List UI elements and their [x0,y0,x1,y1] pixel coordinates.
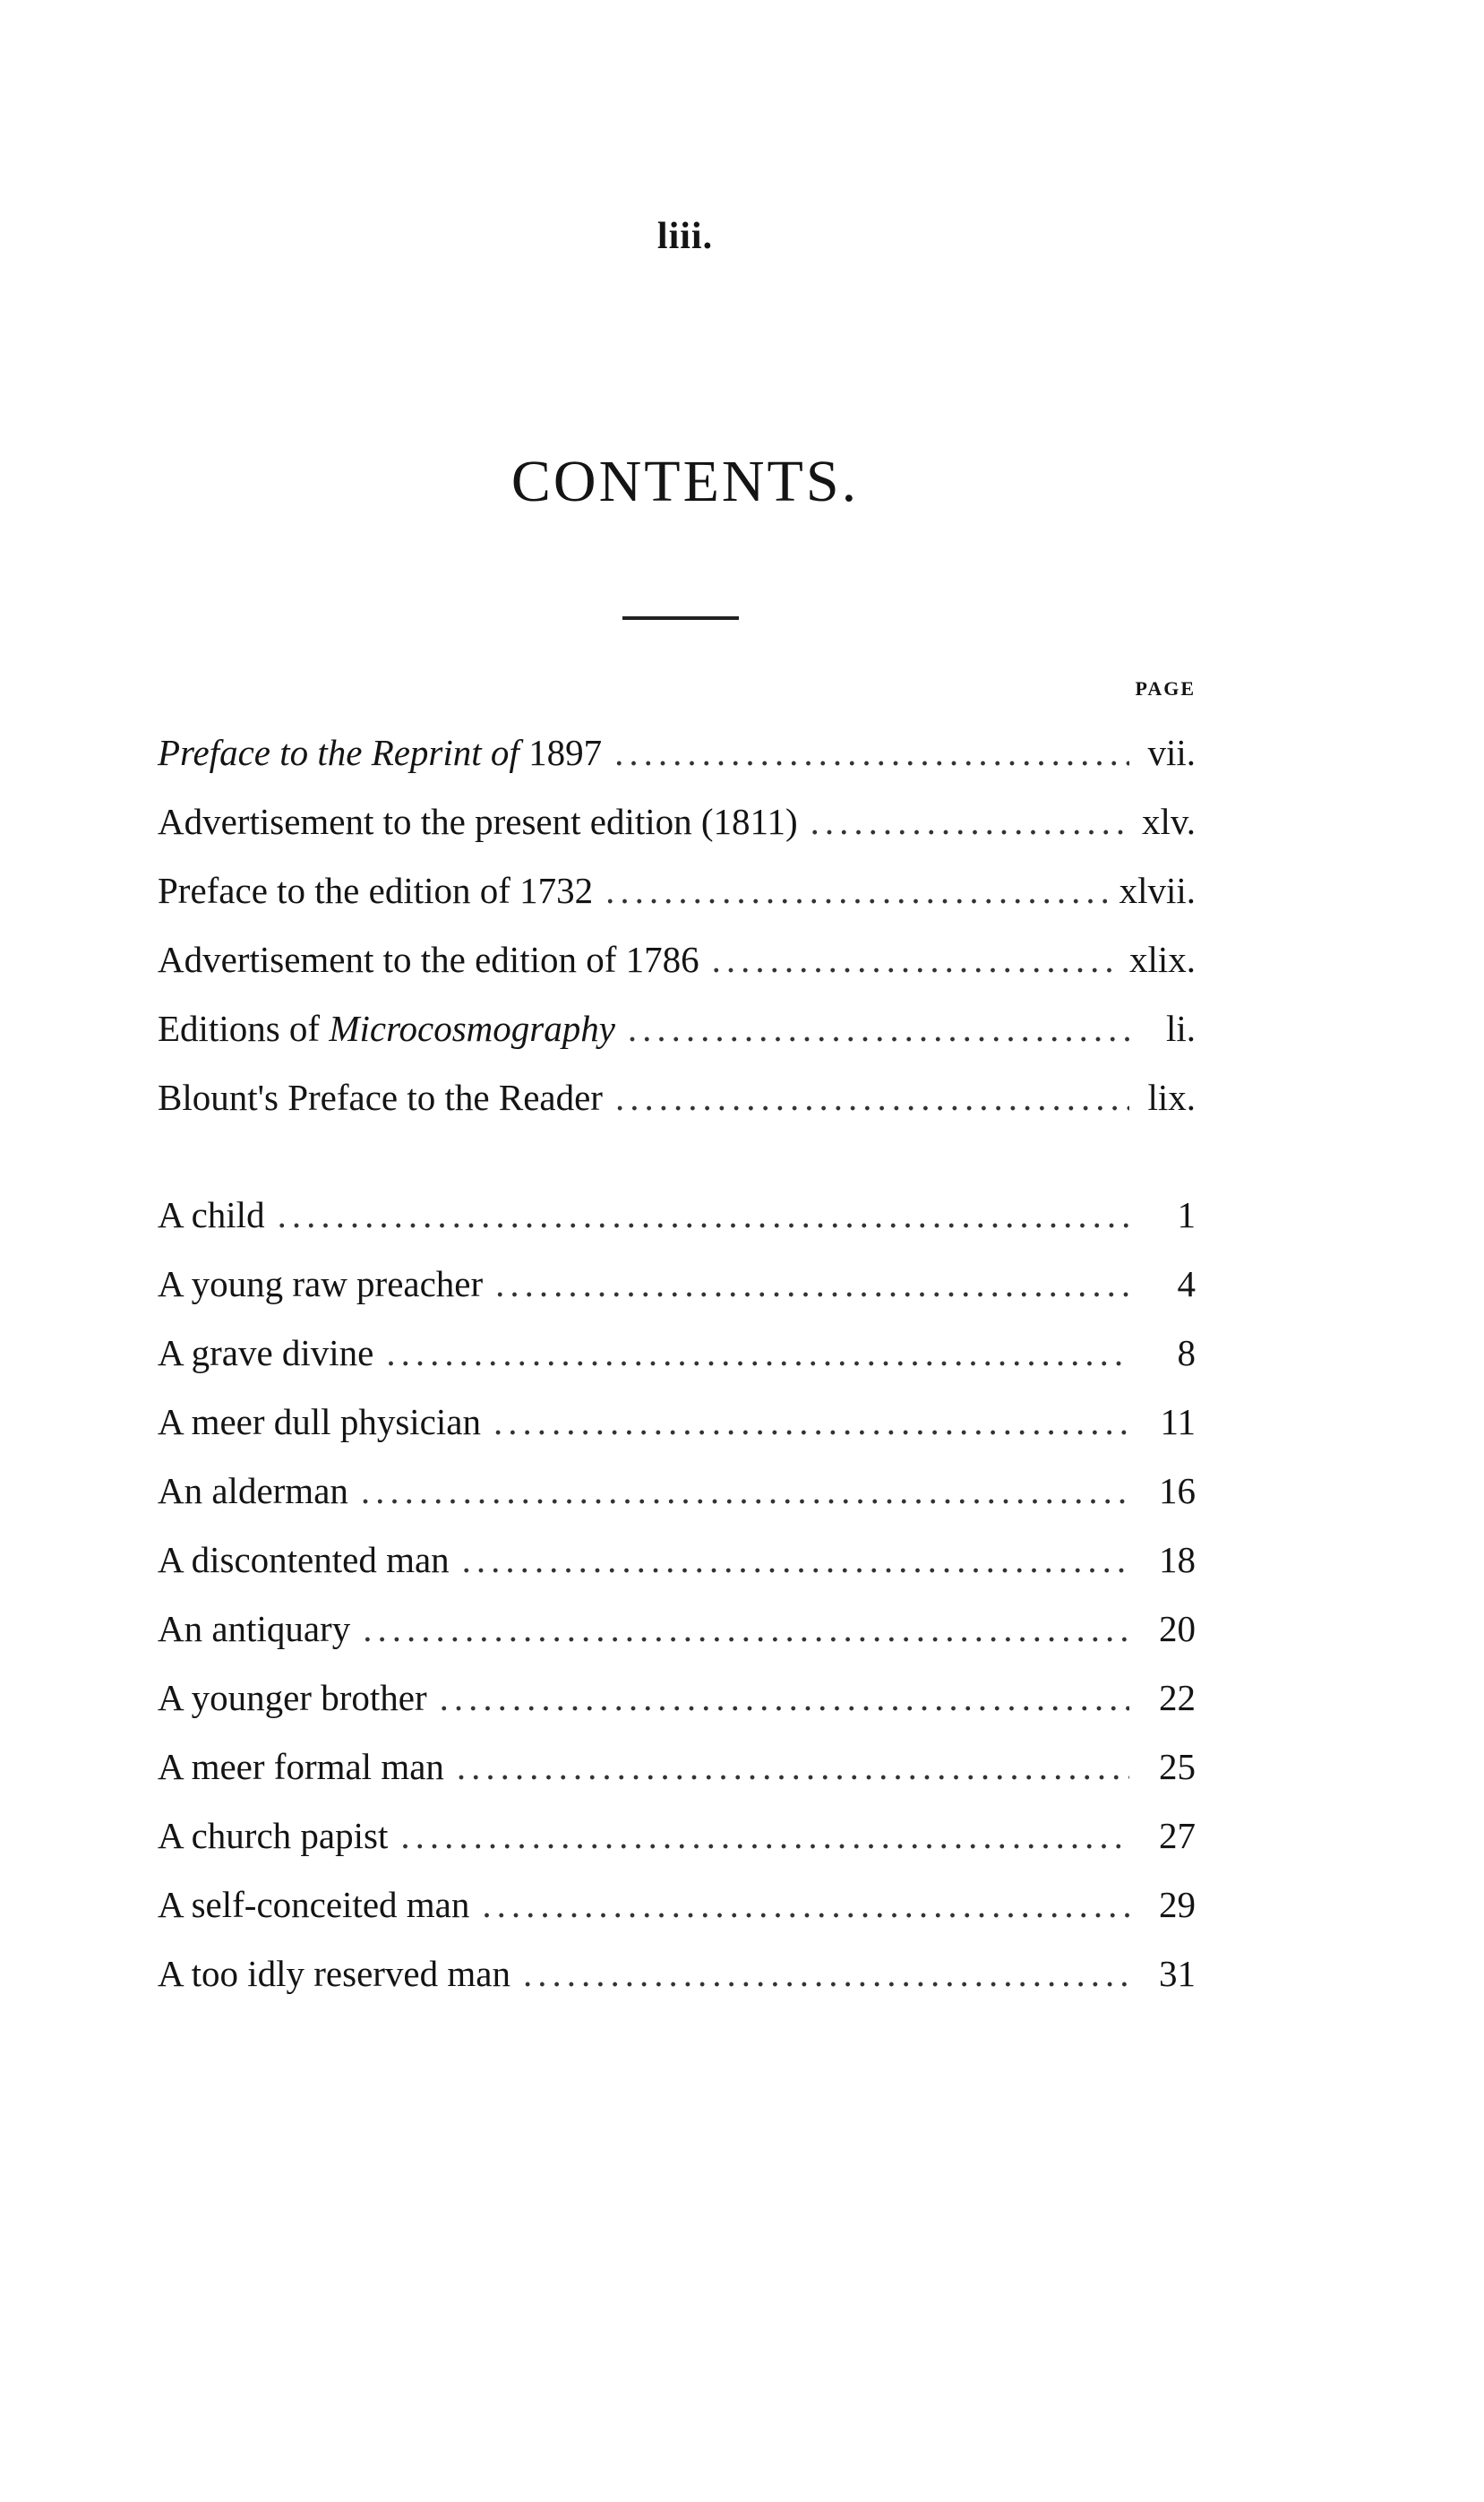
toc-row [158,1181,1196,1250]
dot-leader [278,1181,1129,1250]
toc-entry-label: A too idly reserved man [158,1953,510,1994]
toc-entry-label: An antiquary [158,1608,351,1649]
toc-entry-label: A young raw preacher [158,1263,484,1304]
toc-row [158,1319,1196,1388]
toc-row [158,856,1196,925]
toc-entry-page: 4 [1177,1263,1196,1304]
toc-entry-label: A discontented man [158,1539,450,1580]
dot-leader [363,1595,1129,1664]
toc-entry-label: A grave divine [158,1332,374,1373]
toc-entry-label: A meer formal man [158,1746,444,1787]
toc-entry-label: A child [158,1194,265,1235]
toc-entry-page: 11 [1160,1401,1196,1442]
dot-leader [361,1457,1129,1526]
toc-entry-label: Preface to the Reprint of 1897 [158,732,603,773]
dot-leader [523,1939,1129,2008]
dot-leader [614,718,1129,787]
page-title: CONTENTS. [510,449,860,514]
front-matter-list [158,718,1196,1132]
toc-entry-page: 18 [1159,1539,1196,1580]
toc-entry-page: vii. [1147,732,1196,773]
toc-row [158,1388,1196,1457]
toc-row [158,1732,1196,1801]
dot-leader [811,787,1129,856]
toc-row [158,925,1196,994]
toc-entry-label: Preface to the edition of 1732 [158,870,594,911]
toc-row [158,1063,1196,1132]
toc-entry-page: xlix. [1128,939,1196,980]
dot-leader [493,1388,1129,1457]
dot-leader [482,1870,1129,1939]
toc-entry-page: 1 [1177,1194,1196,1235]
toc-entry-page: 22 [1159,1677,1196,1718]
toc-entry-label: A younger brother [158,1677,427,1718]
dot-leader [386,1319,1129,1388]
toc-row [158,1870,1196,1939]
toc-entry-label: A church papist [158,1815,389,1856]
toc-entry-page: 25 [1159,1746,1196,1787]
toc-row [158,1664,1196,1732]
dot-leader [462,1526,1129,1595]
toc-entry-page: 29 [1159,1884,1196,1925]
toc-entry-page: 20 [1159,1608,1196,1649]
toc-entry-label: Advertisement to the edition of 1786 [158,939,699,980]
toc-entry-label: A meer dull physician [158,1401,481,1442]
page-column-header: PAGE [1135,677,1196,700]
toc-entry-label: Editions of Microcosmography [158,1008,615,1049]
dot-leader [712,925,1117,994]
dot-leader [495,1250,1129,1319]
toc-entry-page: 31 [1159,1953,1196,1994]
toc-entry-page: xlvii. [1119,870,1196,911]
characters-list [158,1181,1196,2008]
dot-leader [615,1063,1129,1132]
toc-entry-page: 8 [1177,1332,1196,1373]
title-rule [622,616,739,620]
toc-row [158,787,1196,856]
toc-row [158,718,1196,787]
toc-row [158,1595,1196,1664]
toc-entry-label: Blount's Preface to the Reader [158,1077,603,1118]
toc-row [158,1250,1196,1319]
toc-entry-label: Advertisement to the present edition (1811) [158,801,798,842]
toc-entry-page: xlv. [1142,801,1196,842]
dot-leader [440,1664,1129,1732]
toc-entry-label: A self-conceited man [158,1884,470,1925]
toc-entry-page: li. [1165,1008,1196,1049]
toc-row [158,994,1196,1063]
toc-row [158,1457,1196,1526]
dot-leader [457,1732,1129,1801]
dot-leader [605,856,1106,925]
toc-row [158,1939,1196,2008]
toc-row [158,1801,1196,1870]
dot-leader [400,1801,1129,1870]
dot-leader [628,994,1129,1063]
toc-entry-label: An alderman [158,1470,348,1511]
page-folio: liii. [656,216,714,257]
toc-entry-page: 27 [1159,1815,1196,1856]
toc-entry-page: 16 [1159,1470,1196,1511]
toc-entry-page: lix. [1147,1077,1196,1118]
toc-row [158,1526,1196,1595]
